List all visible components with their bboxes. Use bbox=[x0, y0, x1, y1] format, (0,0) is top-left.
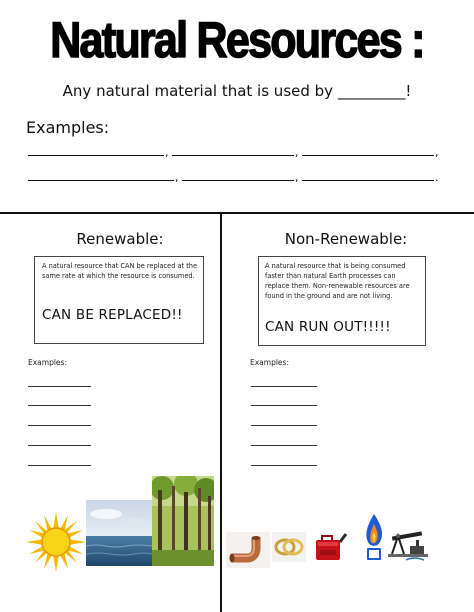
period-mark: . bbox=[435, 171, 439, 184]
answer-blank[interactable] bbox=[302, 180, 434, 181]
comma-mark: , bbox=[175, 171, 179, 184]
answer-blank[interactable] bbox=[28, 180, 174, 181]
oil-pump-icon bbox=[388, 524, 428, 562]
nonrenewable-example-blank[interactable] bbox=[251, 405, 317, 406]
gas-flame-icon bbox=[362, 512, 386, 562]
sun-icon bbox=[26, 512, 86, 572]
nonrenewable-example-blank[interactable] bbox=[251, 425, 317, 426]
nonrenewable-heading: Non-Renewable: bbox=[284, 230, 408, 248]
renewable-summary: CAN BE REPLACED!! bbox=[42, 307, 183, 323]
nonrenewable-examples-label: Examples: bbox=[250, 358, 289, 367]
gold-rings-icon bbox=[272, 532, 306, 562]
answer-blank[interactable] bbox=[182, 180, 294, 181]
answer-blank[interactable] bbox=[28, 155, 164, 156]
comma-mark: , bbox=[435, 146, 439, 159]
examples-label: Examples: bbox=[26, 118, 110, 137]
copper-pipe-icon bbox=[226, 532, 270, 568]
gas-can-icon bbox=[312, 530, 348, 562]
renewable-example-blank[interactable] bbox=[28, 405, 91, 406]
definition-prompt: Any natural material that is used by _________! bbox=[62, 82, 412, 100]
comma-mark: , bbox=[295, 171, 299, 184]
comma-mark: , bbox=[295, 146, 299, 159]
forest-trees-image bbox=[152, 476, 214, 566]
page-title: Natural Resources : bbox=[50, 12, 424, 68]
section-divider-vertical bbox=[220, 212, 222, 612]
nonrenewable-example-blank[interactable] bbox=[251, 465, 317, 466]
nonrenewable-definition-box bbox=[258, 256, 426, 346]
renewable-heading: Renewable: bbox=[76, 230, 164, 248]
nonrenewable-example-blank[interactable] bbox=[251, 445, 317, 446]
answer-blank[interactable] bbox=[172, 155, 294, 156]
renewable-example-blank[interactable] bbox=[28, 465, 91, 466]
answer-blank[interactable] bbox=[302, 155, 434, 156]
nonrenewable-example-blank[interactable] bbox=[251, 386, 317, 387]
section-divider-horizontal bbox=[0, 212, 474, 214]
renewable-example-blank[interactable] bbox=[28, 386, 91, 387]
nonrenewable-description: A natural resource that is being consumed faster than natural Earth processes can replace them. Non-renewable resources are found in the ground and are not living. bbox=[265, 262, 410, 300]
renewable-definition-box bbox=[34, 256, 204, 344]
ocean-water-image bbox=[86, 500, 152, 566]
comma-mark: , bbox=[165, 146, 169, 159]
renewable-description: A natural resource that CAN be replaced at the same rate at which the resource is consumed. bbox=[42, 262, 198, 280]
renewable-examples-label: Examples: bbox=[28, 358, 67, 367]
renewable-example-blank[interactable] bbox=[28, 425, 91, 426]
renewable-example-blank[interactable] bbox=[28, 445, 91, 446]
nonrenewable-summary: CAN RUN OUT!!!!! bbox=[265, 319, 391, 335]
